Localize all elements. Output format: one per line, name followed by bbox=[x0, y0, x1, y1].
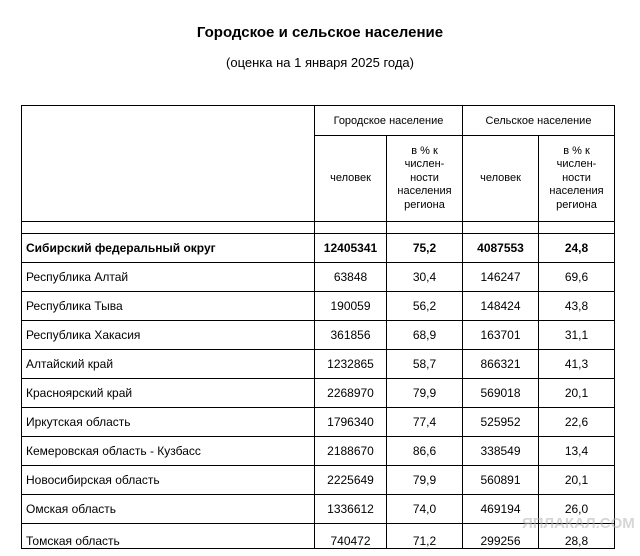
table-row bbox=[22, 466, 615, 495]
rural-count-cell: 146247 bbox=[463, 263, 539, 292]
rural-pct-cell: 69,6 bbox=[539, 263, 615, 292]
urban-count-cell: 63848 bbox=[315, 263, 387, 292]
urban-pct-cell: 86,6 bbox=[387, 437, 463, 466]
table-row bbox=[22, 234, 615, 263]
table-row bbox=[22, 292, 615, 321]
document-title: Городское и сельское население bbox=[196, 24, 444, 41]
rural-pct-cell: 24,8 bbox=[539, 234, 615, 263]
urban-count-cell: 1796340 bbox=[315, 408, 387, 437]
header-rural-pct: в % к числен- ности населения региона bbox=[539, 136, 615, 222]
header-urban-pct: в % к числен- ности населения региона bbox=[387, 136, 463, 222]
urban-count-cell: 12405341 bbox=[315, 234, 387, 263]
rural-pct-cell: 20,1 bbox=[539, 466, 615, 495]
table-row bbox=[22, 321, 615, 350]
urban-pct-cell: 58,7 bbox=[387, 350, 463, 379]
rural-count-cell: 148424 bbox=[463, 292, 539, 321]
urban-pct-cell: 77,4 bbox=[387, 408, 463, 437]
rural-count-cell: 163701 bbox=[463, 321, 539, 350]
urban-count-cell: 740472 bbox=[315, 524, 387, 549]
region-name-cell: Республика Хакасия bbox=[22, 321, 315, 350]
region-name-cell: Томская область bbox=[22, 524, 315, 549]
region-name-cell: Новосибирская область bbox=[22, 466, 315, 495]
urban-count-cell: 1336612 bbox=[315, 495, 387, 524]
urban-count-cell: 2225649 bbox=[315, 466, 387, 495]
urban-pct-cell: 68,9 bbox=[387, 321, 463, 350]
rural-count-cell: 4087553 bbox=[463, 234, 539, 263]
header-urban: Городское население bbox=[315, 106, 463, 136]
urban-pct-cell: 30,4 bbox=[387, 263, 463, 292]
population-table bbox=[21, 105, 615, 549]
urban-count-cell: 2188670 bbox=[315, 437, 387, 466]
urban-count-cell: 190059 bbox=[315, 292, 387, 321]
rural-count-cell: 525952 bbox=[463, 408, 539, 437]
urban-pct-cell: 79,9 bbox=[387, 379, 463, 408]
table-row bbox=[22, 350, 615, 379]
urban-pct-cell: 75,2 bbox=[387, 234, 463, 263]
header-urban-people: человек bbox=[315, 136, 387, 222]
header-rural: Сельское население bbox=[463, 106, 615, 136]
region-name-cell: Кемеровская область - Кузбасс bbox=[22, 437, 315, 466]
rural-count-cell: 560891 bbox=[463, 466, 539, 495]
region-name-cell: Иркутская область bbox=[22, 408, 315, 437]
region-name-cell: Республика Тыва bbox=[22, 292, 315, 321]
rural-pct-cell: 26,0 bbox=[539, 495, 615, 524]
region-name-cell: Омская область bbox=[22, 495, 315, 524]
spacer-row bbox=[22, 222, 615, 234]
urban-pct-cell: 56,2 bbox=[387, 292, 463, 321]
rural-pct-cell: 43,8 bbox=[539, 292, 615, 321]
rural-count-cell: 338549 bbox=[463, 437, 539, 466]
region-name-cell: Республика Алтай bbox=[22, 263, 315, 292]
rural-count-cell: 299256 bbox=[463, 524, 539, 549]
urban-count-cell: 361856 bbox=[315, 321, 387, 350]
urban-count-cell: 2268970 bbox=[315, 379, 387, 408]
document-subtitle: (оценка на 1 января 2025 года) bbox=[226, 55, 414, 70]
header-rural-people: человек bbox=[463, 136, 539, 222]
urban-pct-cell: 79,9 bbox=[387, 466, 463, 495]
rural-count-cell: 866321 bbox=[463, 350, 539, 379]
rural-pct-cell: 31,1 bbox=[539, 321, 615, 350]
region-name-cell: Красноярский край bbox=[22, 379, 315, 408]
rural-pct-cell: 20,1 bbox=[539, 379, 615, 408]
urban-count-cell: 1232865 bbox=[315, 350, 387, 379]
watermark: ЯПЛАКАЛ.COM bbox=[522, 515, 635, 532]
urban-pct-cell: 74,0 bbox=[387, 495, 463, 524]
rural-pct-cell: 22,6 bbox=[539, 408, 615, 437]
urban-pct-cell: 71,2 bbox=[387, 524, 463, 549]
rural-pct-cell: 28,8 bbox=[539, 524, 615, 549]
rural-pct-cell: 13,4 bbox=[539, 437, 615, 466]
table-row bbox=[22, 408, 615, 437]
region-name-cell: Сибирский федеральный округ bbox=[22, 234, 315, 263]
rural-count-cell: 569018 bbox=[463, 379, 539, 408]
rural-pct-cell: 41,3 bbox=[539, 350, 615, 379]
header-empty-cell bbox=[22, 106, 315, 222]
table-row bbox=[22, 379, 615, 408]
table-row bbox=[22, 437, 615, 466]
region-name-cell: Алтайский край bbox=[22, 350, 315, 379]
table-row bbox=[22, 263, 615, 292]
rural-count-cell: 469194 bbox=[463, 495, 539, 524]
